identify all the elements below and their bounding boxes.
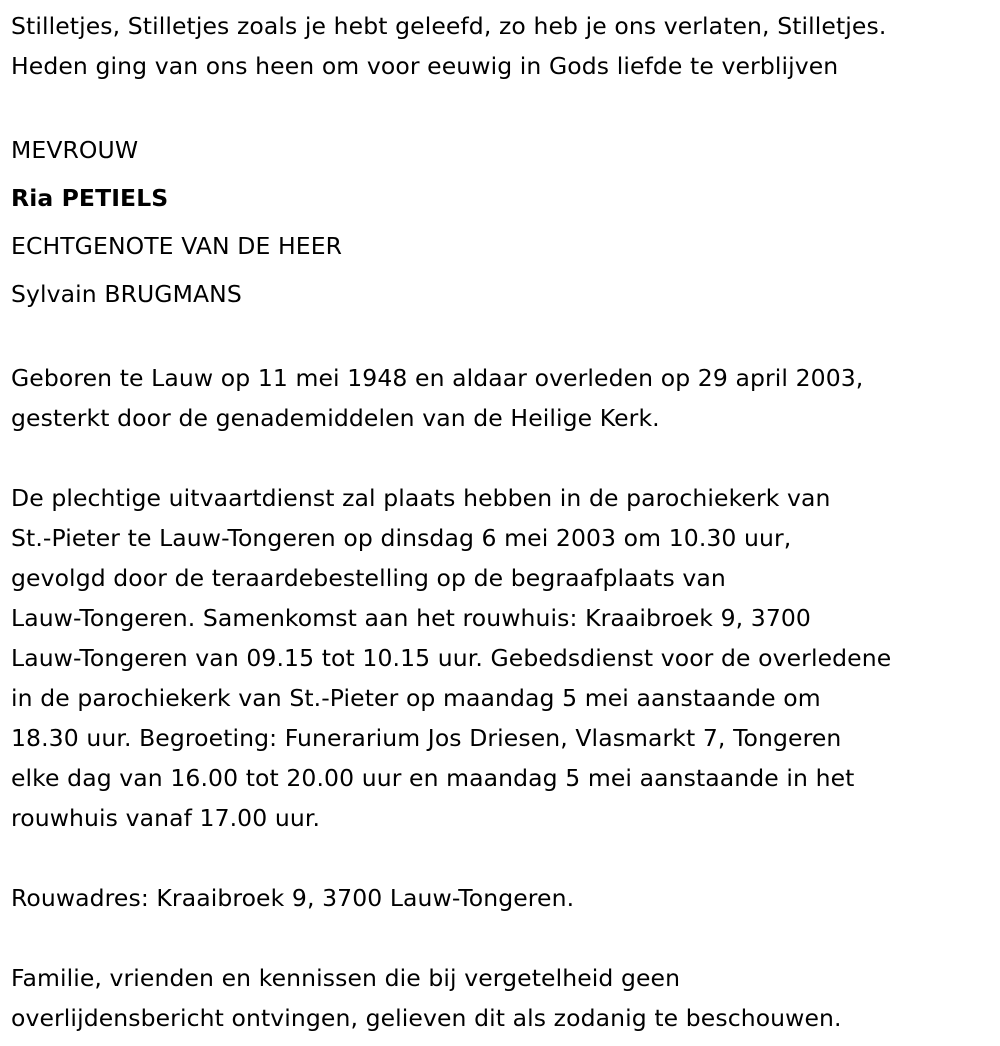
- deceased-name: Ria PETIELS: [11, 184, 169, 212]
- address-section: [11, 878, 996, 918]
- service-section: [11, 478, 996, 838]
- spacer: [11, 86, 996, 126]
- deceased-section: [11, 126, 996, 318]
- title-label: MEVROUW: [11, 136, 139, 164]
- birth-line: gesterkt door de genademiddelen van de Heilige Kerk.: [11, 404, 660, 432]
- intro-section: [11, 6, 996, 86]
- service-line: Lauw-Tongeren. Samenkomst aan het rouwhuis: Kraaibroek 9, 3700: [11, 604, 811, 632]
- service-line: Lauw-Tongeren van 09.15 tot 10.15 uur. Gebedsdienst voor de overledene: [11, 644, 892, 672]
- birth-line: Geboren te Lauw op 11 mei 1948 en aldaar overleden op 29 april 2003,: [11, 364, 864, 392]
- service-line: gevolgd door de teraardebestelling op de begraafplaats van: [11, 564, 726, 592]
- spacer: [11, 438, 996, 478]
- service-line: elke dag van 16.00 tot 20.00 uur en maandag 5 mei aanstaande in het: [11, 764, 855, 792]
- service-line: 18.30 uur. Begroeting: Funerarium Jos Driesen, Vlasmarkt 7, Tongeren: [11, 724, 842, 752]
- intro-line: Heden ging van ons heen om voor eeuwig in Gods liefde te verblijven: [11, 52, 839, 80]
- closing-section: [11, 958, 996, 1038]
- intro-line: Stilletjes, Stilletjes zoals je hebt geleefd, zo heb je ons verlaten, Stilletjes.: [11, 12, 887, 40]
- closing-line: overlijdensbericht ontvingen, gelieven dit als zodanig te beschouwen.: [11, 1004, 842, 1032]
- closing-line: Familie, vrienden en kennissen die bij vergetelheid geen: [11, 964, 681, 992]
- spacer: [11, 318, 996, 358]
- mourning-address: Rouwadres: Kraaibroek 9, 3700 Lauw-Tongeren.: [11, 884, 575, 912]
- relation-label: ECHTGENOTE VAN DE HEER: [11, 232, 343, 260]
- spouse-name: Sylvain BRUGMANS: [11, 280, 242, 308]
- service-line: in de parochiekerk van St.-Pieter op maandag 5 mei aanstaande om: [11, 684, 821, 712]
- service-line: rouwhuis vanaf 17.00 uur.: [11, 804, 321, 832]
- spacer: [11, 918, 996, 958]
- spacer: [11, 838, 996, 878]
- birth-section: [11, 358, 996, 438]
- service-line: De plechtige uitvaartdienst zal plaats hebben in de parochiekerk van: [11, 484, 831, 512]
- service-line: St.-Pieter te Lauw-Tongeren op dinsdag 6 mei 2003 om 10.30 uur,: [11, 524, 792, 552]
- obituary-document: [11, 6, 996, 1038]
